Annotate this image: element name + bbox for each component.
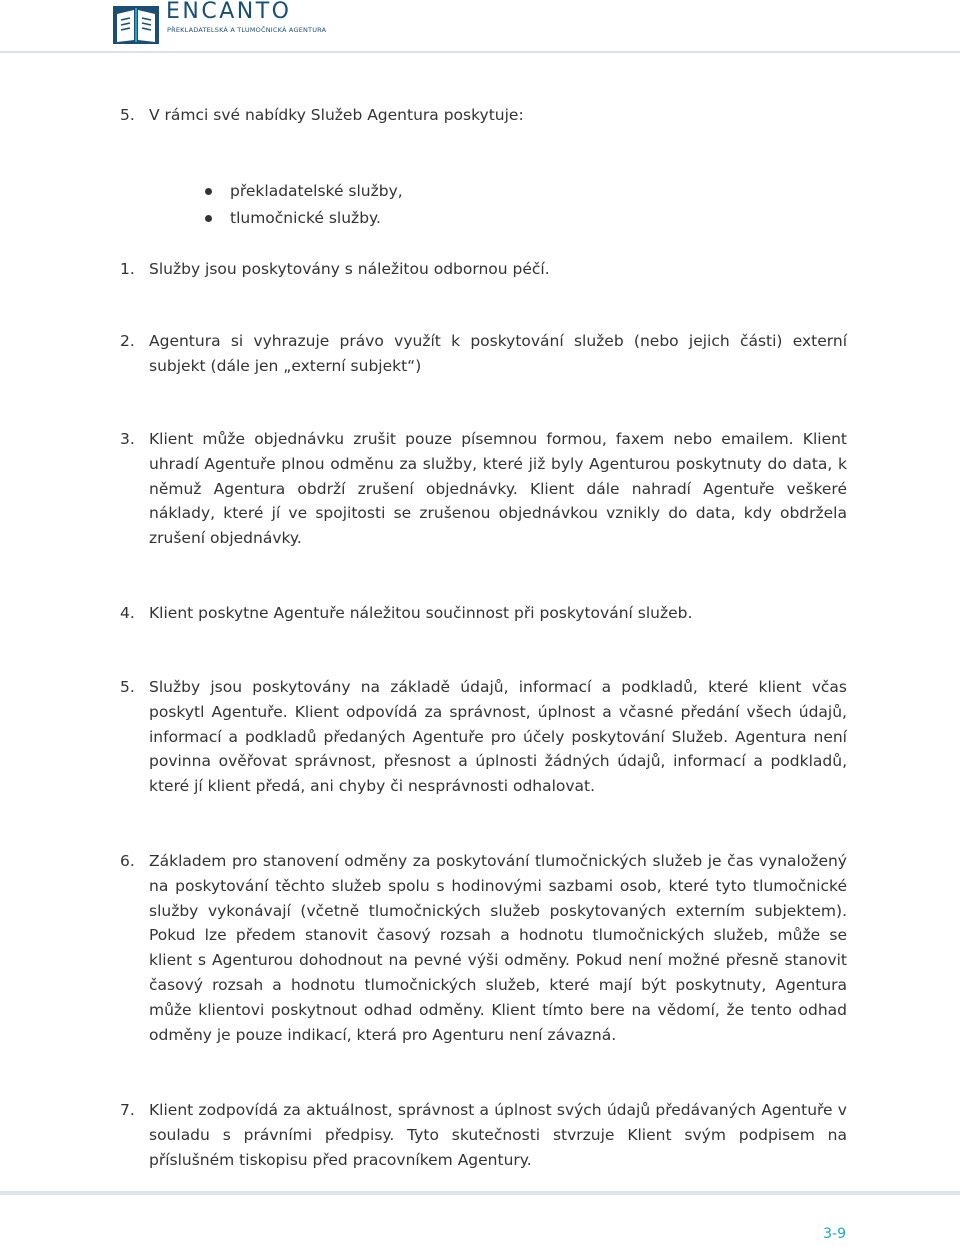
bullet-item bbox=[205, 205, 705, 232]
item-number: 1. bbox=[120, 260, 135, 278]
item-text: Agentura si vyhrazuje právo využít k poskytování služeb (nebo jejich části) externí subjekt (dále jen „externí subjekt“) bbox=[149, 332, 847, 375]
item-number: 2. bbox=[120, 332, 135, 350]
bullet-dot-icon bbox=[205, 188, 212, 195]
brand-tagline: PŘEKLADATELSKÁ A TLUMOČNICKÁ AGENTURA bbox=[167, 26, 327, 34]
page-number: 3-9 bbox=[823, 1226, 846, 1242]
item-text: Klient poskytne Agentuře náležitou součinnost při poskytování služeb. bbox=[149, 604, 693, 622]
item-number: 6. bbox=[120, 852, 135, 870]
item-number: 5. bbox=[120, 678, 135, 696]
item-text: Základem pro stanovení odměny za poskytování tlumočnických služeb je čas vynaložený na poskytování těchto služeb spolu s hodinovými sazbami osob, které tyto tlumočnické služby vykonávají (včetně tlumočnických služeb poskytovaných externím subjektem). Pokud lze předem stanovit časový rozsah a hodnotu tlumočnických služeb, může se klient s Agenturou dohodnout na pevné výši odměny. Pokud není možné přesně stanovit časový rozsah a hodnotu tlumočnických služeb, které mají být poskytnuty, Agentura může klientovi poskytnout odhad odměny. Klient tímto bere na vědomí, že tento odhad odměny je pouze indikací, která pro Agenturu není závazná. bbox=[149, 852, 847, 1044]
item-text: V rámci své nabídky Služeb Agentura poskytuje: bbox=[149, 106, 524, 124]
page-header bbox=[0, 0, 960, 52]
book-logo-icon bbox=[113, 2, 159, 44]
item-text: Služby jsou poskytovány s náležitou odbornou péčí. bbox=[149, 260, 550, 278]
header-divider bbox=[0, 51, 960, 53]
item-number: 7. bbox=[120, 1101, 135, 1119]
bullet-item bbox=[205, 178, 705, 205]
bullet-dot-icon bbox=[205, 215, 212, 222]
item-text: Klient zodpovídá za aktuálnost, správnost a úplnost svých údajů předávaných Agentuře v souladu s právními předpisy. Tyto skutečnosti stvrzuje Klient svým podpisem na příslušném tiskopisu před pracovníkem Agentury. bbox=[149, 1101, 847, 1169]
footer-divider bbox=[0, 1191, 960, 1195]
item-text: Klient může objednávku zrušit pouze písemnou formou, faxem nebo emailem. Klient uhradí Agentuře plnou odměnu za služby, které již byly Agenturou poskytnuty do data, k němuž Agentura obdrží zrušení objednávky. Klient dále nahradí Agentuře veškeré náklady, které jí ve spojitosti se zrušenou objednávkou vznikly do data, kdy obdržela zrušení objednávky. bbox=[149, 430, 847, 548]
bullet-list bbox=[205, 178, 705, 232]
item-number: 4. bbox=[120, 604, 135, 622]
bullet-text: tlumočnické služby. bbox=[230, 209, 381, 227]
brand-name: ENCANTO bbox=[166, 0, 292, 24]
item-text: Služby jsou poskytovány na základě údajů, informací a podkladů, které klient včas poskytl Agentuře. Klient odpovídá za správnost, úplnost a včasné předání všech údajů, informací a podkladů předaných Agentuře pro účely poskytování Služeb. Agentura není povinna ověřovat správnost, přesnost a úplnosti žádných údajů, informací a podkladů, které jí klient předá, ani chyby či nesprávnosti odhalovat. bbox=[149, 678, 847, 796]
item-number: 5. bbox=[120, 106, 135, 124]
bullet-text: překladatelské služby, bbox=[230, 182, 403, 200]
item-number: 3. bbox=[120, 430, 135, 448]
